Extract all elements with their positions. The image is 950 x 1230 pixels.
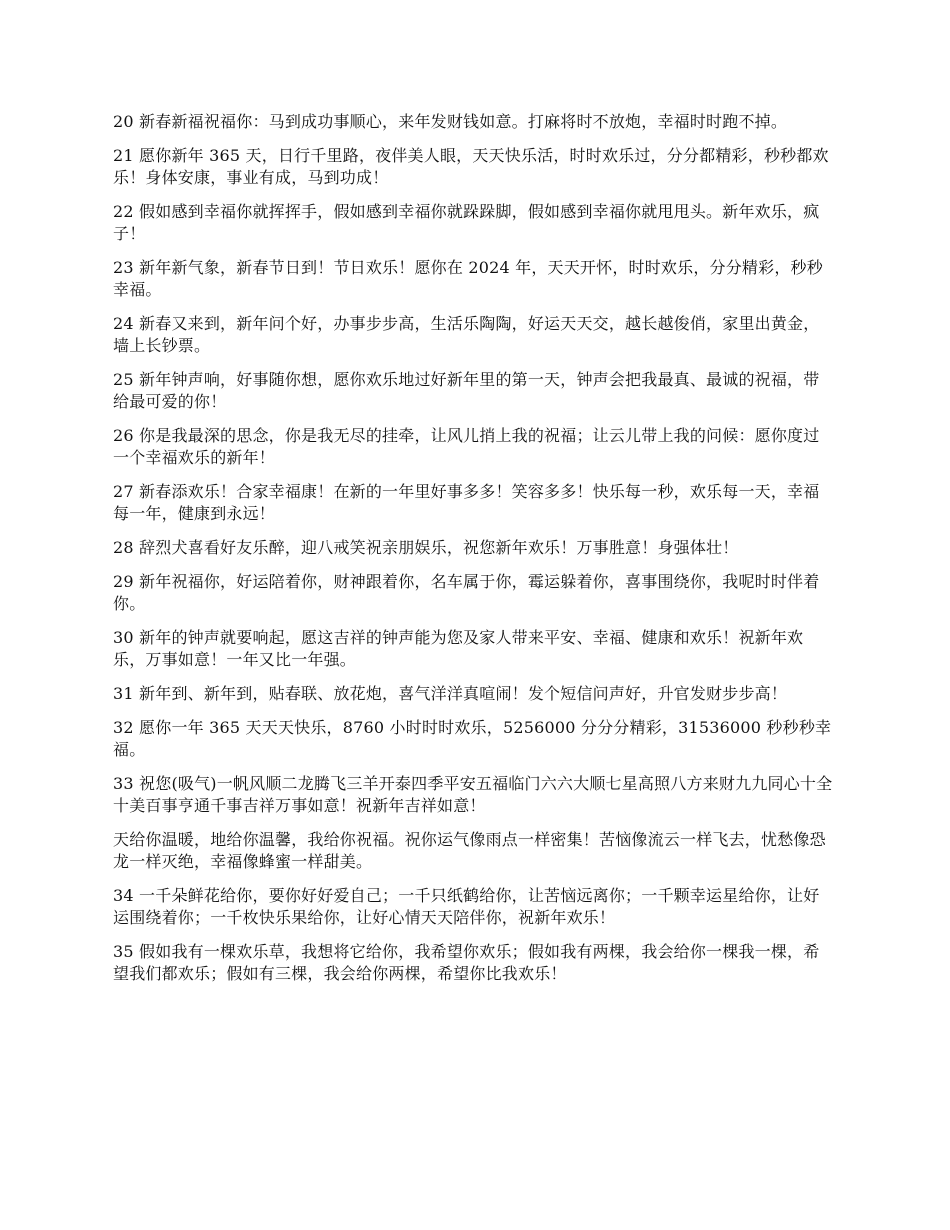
paragraph-33: 33 祝您(吸气)一帆风顺二龙腾飞三羊开泰四季平安五福临门六六大顺七星高照八方来财九九同心十全十美百事亨通千事吉祥万事如意！祝新年吉祥如意！: [113, 774, 833, 815]
paragraph-32: 32 愿你一年 365 天天天快乐，8760 小时时时欢乐，5256000 分分分精彩，31536000 秒秒秒幸福。: [113, 718, 832, 759]
paragraph-35: 35 假如我有一棵欢乐草，我想将它给你，我希望你欢乐；假如我有两棵，我会给你一棵我一棵，希望我们都欢乐；假如有三棵，我会给你两棵，希望你比我欢乐！: [113, 942, 820, 983]
paragraph-27: 27 新春添欢乐！合家幸福康！在新的一年里好事多多！笑容多多！快乐每一秒，欢乐每一天，幸福每一年，健康到永远！: [113, 482, 820, 523]
paragraph-29: 29 新年祝福你，好运陪着你，财神跟着你，名车属于你，霉运躲着你，喜事围绕你，我呢时时伴着你。: [113, 572, 820, 613]
paragraph-20: 20 新春新福祝福你：马到成功事顺心，来年发财钱如意。打麻将时不放炮，幸福时时跑不掉。: [113, 112, 788, 131]
paragraph-31: 31 新年到、新年到，贴春联、放花炮，喜气洋洋真喧闹！发个短信问声好，升官发财步步高！: [113, 684, 788, 703]
paragraph-24: 24 新春又来到，新年问个好，办事步步高，生活乐陶陶，好运天天交，越长越俊俏，家里出黄金，墙上长钞票。: [113, 314, 820, 355]
paragraph-22: 22 假如感到幸福你就挥挥手，假如感到幸福你就跺跺脚，假如感到幸福你就甩甩头。新年欢乐，疯子！: [113, 202, 820, 243]
paragraph-23: 23 新年新气象，新春节日到！节日欢乐！愿你在 2024 年，天天开怀，时时欢乐，分分精彩，秒秒幸福。: [113, 258, 823, 299]
paragraph-25: 25 新年钟声响，好事随你想，愿你欢乐地过好新年里的第一天，钟声会把我最真、最诚的祝福，带给最可爱的你！: [113, 370, 820, 411]
paragraph-30: 30 新年的钟声就要响起，愿这吉祥的钟声能为您及家人带来平安、幸福、健康和欢乐！祝新年欢乐，万事如意！一年又比一年强。: [113, 628, 804, 669]
document-body: [113, 111, 833, 997]
paragraph-26: 26 你是我最深的思念，你是我无尽的挂牵，让风儿捎上我的祝福；让云儿带上我的问候：愿你度过一个幸福欢乐的新年！: [113, 426, 820, 467]
paragraph-21: 21 愿你新年 365 天，日行千里路，夜伴美人眼，天天快乐活，时时欢乐过，分分都精彩，秒秒都欢乐！身体安康，事业有成，马到功成！: [113, 146, 829, 187]
paragraph-34: 34 一千朵鲜花给你，要你好好爱自己；一千只纸鹤给你，让苦恼远离你；一千颗幸运星给你，让好运围绕着你；一千枚快乐果给你，让好心情天天陪伴你，祝新年欢乐！: [113, 886, 820, 927]
paragraph-28: 28 辞烈犬喜看好友乐醉，迎八戒笑祝亲朋娱乐，祝您新年欢乐！万事胜意！身强体壮！: [113, 538, 739, 557]
paragraph-unnumbered: 天给你温暖，地给你温馨，我给你祝福。祝你运气像雨点一样密集！苦恼像流云一样飞去，忧愁像恐龙一样灭绝，幸福像蜂蜜一样甜美。: [113, 830, 826, 871]
